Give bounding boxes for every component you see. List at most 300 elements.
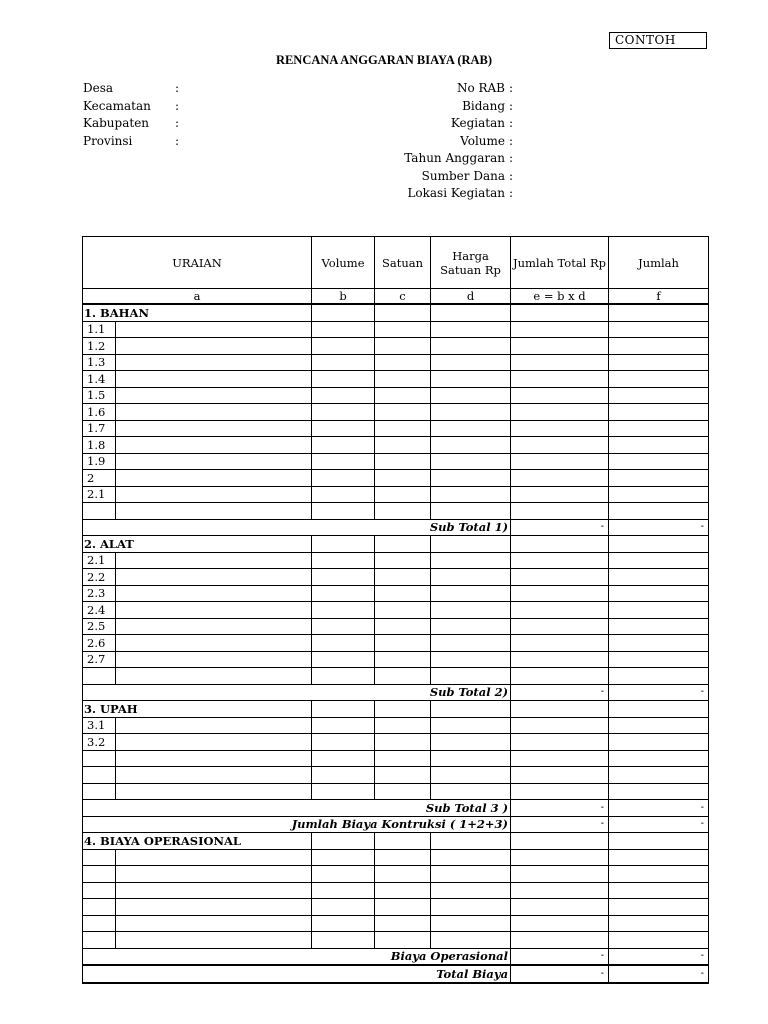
field-label: Sumber Dana (421, 168, 505, 183)
table-cell (511, 503, 609, 520)
table-cell (312, 404, 375, 421)
table-cell (511, 371, 609, 388)
table-row (83, 651, 709, 668)
table-row (83, 552, 709, 569)
document-title: RENCANA ANGGARAN BIAYA (RAB) (275, 53, 493, 67)
table-cell (431, 668, 511, 685)
header-field-no-rab (380, 80, 513, 98)
jumlah-value: - (609, 684, 709, 701)
table-cell (375, 486, 431, 503)
field-sep: : (509, 151, 514, 165)
item-number: 1.7 (83, 420, 116, 437)
table-row (83, 404, 709, 421)
table-cell (312, 932, 375, 949)
table-cell (116, 783, 312, 800)
table-cell (375, 915, 431, 932)
subtotal-label: Sub Total 2) (83, 684, 511, 701)
table-cell (609, 404, 709, 421)
table-cell (375, 717, 431, 734)
table-cell (116, 651, 312, 668)
table-cell (375, 371, 431, 388)
table-row (83, 734, 709, 751)
table-cell (431, 701, 511, 718)
table-cell (511, 453, 609, 470)
table-cell (609, 849, 709, 866)
table-row (83, 899, 709, 916)
table-cell (312, 651, 375, 668)
header-left (83, 80, 179, 150)
table-cell (312, 668, 375, 685)
table-cell (312, 701, 375, 718)
jumlah-value: - (609, 519, 709, 536)
table-cell (609, 915, 709, 932)
table-cell (116, 750, 312, 767)
item-number (83, 849, 116, 866)
item-number: 2.1 (83, 486, 116, 503)
table-cell (431, 717, 511, 734)
table-cell (312, 602, 375, 619)
table-cell (312, 833, 375, 850)
table-cell (511, 767, 609, 784)
table-cell (312, 437, 375, 454)
field-label: Tahun Anggaran (404, 151, 505, 165)
subtotal-row (83, 965, 709, 983)
table-cell (116, 767, 312, 784)
table-row (83, 783, 709, 800)
table-cell (312, 420, 375, 437)
table-cell (116, 668, 312, 685)
table-cell (375, 783, 431, 800)
item-number: 1.4 (83, 371, 116, 388)
field-label: Bidang (462, 98, 505, 113)
table-cell (375, 899, 431, 916)
table-cell (431, 651, 511, 668)
table-cell (375, 453, 431, 470)
table-cell (116, 387, 312, 404)
section-title: 1. BAHAN (83, 304, 312, 321)
item-number: 2.1 (83, 552, 116, 569)
table-cell (431, 767, 511, 784)
item-number: 2.6 (83, 635, 116, 652)
table-cell (511, 404, 609, 421)
item-number (83, 882, 116, 899)
field-sep: : (509, 168, 514, 183)
table-cell (312, 371, 375, 388)
field-sep: : (509, 133, 514, 148)
table-cell (312, 915, 375, 932)
table-cell (431, 420, 511, 437)
item-number: 2.3 (83, 585, 116, 602)
table-row (83, 618, 709, 635)
table-cell (609, 932, 709, 949)
table-cell (116, 899, 312, 916)
table-cell (116, 552, 312, 569)
column-header-harga-satuan: Harga Satuan Rp (431, 237, 511, 289)
table-cell (431, 304, 511, 321)
table-cell (375, 470, 431, 487)
subtotal-label: Sub Total 1) (83, 519, 511, 536)
table-row (83, 932, 709, 949)
table-cell (116, 470, 312, 487)
field-sep: : (175, 116, 180, 130)
table-row (83, 338, 709, 355)
jumlah-value: - (609, 948, 709, 965)
field-label: Kabupaten (83, 116, 150, 130)
table-cell (431, 453, 511, 470)
jumlah-value: - (609, 800, 709, 817)
table-cell (511, 833, 609, 850)
section-header-row (83, 701, 709, 718)
subtotal-row (83, 519, 709, 536)
header-right (380, 80, 513, 203)
table-cell (431, 569, 511, 586)
table-cell (609, 882, 709, 899)
table-cell (431, 866, 511, 883)
table-cell (511, 866, 609, 883)
table-cell (312, 866, 375, 883)
table-cell (375, 767, 431, 784)
table-cell (431, 486, 511, 503)
table-row (83, 915, 709, 932)
table-cell (431, 833, 511, 850)
table-cell (312, 635, 375, 652)
subtotal-label: Sub Total 3 ) (83, 800, 511, 817)
table-cell (312, 387, 375, 404)
item-number (83, 932, 116, 949)
table-cell (375, 668, 431, 685)
table-cell (511, 882, 609, 899)
table-cell (431, 338, 511, 355)
table-cell (116, 503, 312, 520)
table-cell (431, 387, 511, 404)
table-row (83, 453, 709, 470)
header-field-provinsi (83, 133, 179, 151)
table-cell (431, 354, 511, 371)
subtotal-label: Total Biaya (83, 965, 511, 983)
table-cell (431, 932, 511, 949)
table-cell (609, 618, 709, 635)
table-cell (312, 552, 375, 569)
table-cell (431, 915, 511, 932)
table-cell (116, 437, 312, 454)
subtotal-row (83, 816, 709, 833)
table-cell (116, 602, 312, 619)
table-cell (312, 849, 375, 866)
table-cell (312, 734, 375, 751)
column-header-satuan: Satuan (375, 237, 431, 289)
table-row (83, 849, 709, 866)
table-cell (609, 833, 709, 850)
table-cell (609, 371, 709, 388)
table-cell (375, 882, 431, 899)
table-cell (116, 932, 312, 949)
table-cell (116, 354, 312, 371)
table-cell (511, 437, 609, 454)
table-cell (312, 470, 375, 487)
table-row (83, 420, 709, 437)
subtotal-row (83, 684, 709, 701)
rab-table (82, 236, 709, 984)
table-cell (609, 552, 709, 569)
column-letter-c: c (375, 289, 431, 305)
item-number: 2.7 (83, 651, 116, 668)
table-cell (375, 849, 431, 866)
table-cell (609, 387, 709, 404)
section-title: 4. BIAYA OPERASIONAL (83, 833, 312, 850)
table-cell (609, 420, 709, 437)
item-number: 1.8 (83, 437, 116, 454)
table-cell (431, 552, 511, 569)
table-cell (312, 618, 375, 635)
table-cell (431, 371, 511, 388)
jumlah-total-value: - (511, 800, 609, 817)
section-header-row (83, 536, 709, 553)
table-row (83, 470, 709, 487)
table-cell (511, 486, 609, 503)
table-cell (116, 453, 312, 470)
section-header-row (83, 304, 709, 321)
table-cell (116, 321, 312, 338)
table-cell (312, 899, 375, 916)
subtotal-row (83, 800, 709, 817)
table-cell (312, 882, 375, 899)
table-cell (511, 602, 609, 619)
item-number (83, 750, 116, 767)
field-sep: : (175, 133, 180, 148)
table-cell (511, 321, 609, 338)
table-row (83, 668, 709, 685)
item-number: 3.1 (83, 717, 116, 734)
header-field-kabupaten (83, 115, 179, 133)
table-cell (431, 750, 511, 767)
table-cell (609, 486, 709, 503)
table-cell (116, 635, 312, 652)
table-cell (511, 734, 609, 751)
column-header-jumlah: Jumlah (609, 237, 709, 289)
column-letter-f: f (609, 289, 709, 305)
table-cell (312, 304, 375, 321)
table-cell (511, 750, 609, 767)
field-label: Volume (460, 133, 505, 148)
table-cell (609, 503, 709, 520)
table-cell (312, 503, 375, 520)
table-cell (312, 569, 375, 586)
table-cell (511, 651, 609, 668)
table-cell (609, 767, 709, 784)
table-cell (609, 321, 709, 338)
table-cell (375, 602, 431, 619)
table-row (83, 717, 709, 734)
table-cell (375, 833, 431, 850)
table-cell (431, 536, 511, 553)
table-cell (511, 569, 609, 586)
header-field-sumber-dana (380, 168, 513, 186)
table-cell (431, 585, 511, 602)
contoh-badge: CONTOH (609, 32, 707, 49)
table-row (83, 371, 709, 388)
item-number (83, 866, 116, 883)
subtotal-label: Biaya Operasional (83, 948, 511, 965)
subtotal-label: Jumlah Biaya Kontruksi ( 1+2+3) (83, 816, 511, 833)
table-row (83, 767, 709, 784)
item-number (83, 899, 116, 916)
table-cell (116, 866, 312, 883)
jumlah-total-value: - (511, 519, 609, 536)
table-row (83, 635, 709, 652)
table-cell (116, 734, 312, 751)
table-cell (116, 618, 312, 635)
table-cell (511, 717, 609, 734)
table-cell (375, 635, 431, 652)
table-cell (431, 404, 511, 421)
header-field-tahun-anggaran (380, 150, 513, 168)
table-cell (312, 767, 375, 784)
field-sep: : (509, 98, 514, 113)
table-cell (609, 750, 709, 767)
table-cell (312, 486, 375, 503)
table-cell (609, 585, 709, 602)
table-cell (609, 668, 709, 685)
table-cell (375, 437, 431, 454)
table-cell (431, 783, 511, 800)
item-number (83, 668, 116, 685)
table-cell (609, 338, 709, 355)
table-cell (511, 536, 609, 553)
table-cell (375, 354, 431, 371)
item-number: 1.6 (83, 404, 116, 421)
table-cell (609, 701, 709, 718)
item-number (83, 915, 116, 932)
table-cell (511, 701, 609, 718)
header-field-lokasi-kegiatan (380, 185, 513, 203)
jumlah-total-value: - (511, 684, 609, 701)
table-cell (116, 585, 312, 602)
table-cell (312, 585, 375, 602)
table-cell (609, 717, 709, 734)
section-header-row (83, 833, 709, 850)
table-row (83, 503, 709, 520)
table-cell (375, 734, 431, 751)
table-cell (511, 915, 609, 932)
table-cell (431, 437, 511, 454)
table-cell (511, 338, 609, 355)
table-cell (609, 635, 709, 652)
field-label: Lokasi Kegiatan (407, 186, 505, 200)
table-cell (511, 668, 609, 685)
table-cell (431, 734, 511, 751)
table-row (83, 602, 709, 619)
table-row (83, 321, 709, 338)
table-cell (609, 569, 709, 586)
header-field-bidang (380, 98, 513, 116)
table-cell (511, 635, 609, 652)
table-cell (431, 503, 511, 520)
table-cell (116, 882, 312, 899)
item-number (83, 783, 116, 800)
table-cell (609, 602, 709, 619)
table-cell (431, 899, 511, 916)
item-number: 1.1 (83, 321, 116, 338)
item-number: 1.3 (83, 354, 116, 371)
table-cell (116, 569, 312, 586)
table-cell (431, 602, 511, 619)
table-cell (609, 304, 709, 321)
table-header-row (83, 237, 709, 289)
table-cell (375, 321, 431, 338)
table-cell (609, 783, 709, 800)
table-cell (511, 849, 609, 866)
table-cell (375, 552, 431, 569)
table-cell (375, 569, 431, 586)
table-cell (375, 701, 431, 718)
table-cell (312, 354, 375, 371)
jumlah-total-value: - (511, 816, 609, 833)
table-cell (609, 470, 709, 487)
header-field-desa (83, 80, 179, 98)
item-number: 2.4 (83, 602, 116, 619)
table-cell (116, 420, 312, 437)
table-cell (511, 304, 609, 321)
table-cell (431, 470, 511, 487)
table-cell (609, 866, 709, 883)
table-row (83, 437, 709, 454)
table-cell (375, 420, 431, 437)
table-cell (431, 882, 511, 899)
column-letter-d: d (431, 289, 511, 305)
field-sep: : (509, 186, 514, 200)
item-number: 1.2 (83, 338, 116, 355)
table-cell (431, 849, 511, 866)
field-sep: : (509, 81, 514, 95)
table-cell (312, 338, 375, 355)
table-row (83, 882, 709, 899)
table-row (83, 387, 709, 404)
table-cell (375, 932, 431, 949)
table-cell (116, 338, 312, 355)
field-label: Kegiatan (450, 116, 505, 130)
table-row (83, 354, 709, 371)
table-cell (609, 437, 709, 454)
rab-table-body (83, 237, 709, 983)
column-letter-a: a (83, 289, 312, 305)
item-number: 1.9 (83, 453, 116, 470)
table-row (83, 486, 709, 503)
column-header-volume: Volume (312, 237, 375, 289)
table-cell (511, 552, 609, 569)
table-cell (511, 387, 609, 404)
table-cell (116, 486, 312, 503)
jumlah-value: - (609, 965, 709, 983)
table-cell (431, 321, 511, 338)
column-letter-e: e = b x d (511, 289, 609, 305)
table-cell (312, 783, 375, 800)
field-sep: : (175, 98, 180, 113)
table-cell (609, 536, 709, 553)
column-letter-b: b (312, 289, 375, 305)
table-cell (375, 651, 431, 668)
field-label: Desa (83, 81, 114, 95)
table-row (83, 750, 709, 767)
table-cell (375, 503, 431, 520)
table-cell (431, 635, 511, 652)
table-cell (511, 783, 609, 800)
table-cell (312, 750, 375, 767)
table-cell (375, 338, 431, 355)
item-number: 2.5 (83, 618, 116, 635)
table-cell (312, 321, 375, 338)
field-sep: : (175, 81, 180, 95)
table-row (83, 569, 709, 586)
